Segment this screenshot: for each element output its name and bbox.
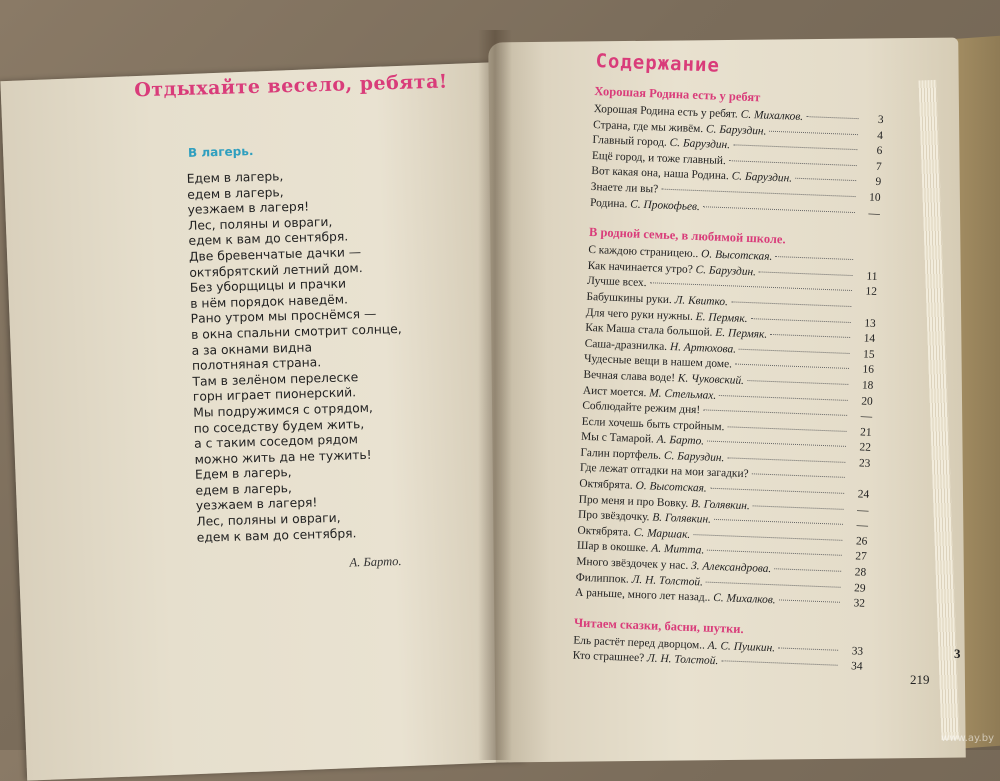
toc-entry-text: Октябрята. bbox=[579, 477, 633, 492]
toc-entry-text: А раньше, много лет назад.. bbox=[574, 586, 711, 605]
toc-entry-author: Л. Н. Толстой. bbox=[631, 573, 704, 589]
poem-line: октябрятский летний дом. bbox=[189, 260, 363, 280]
poem-line: Едем в лагерь, bbox=[194, 465, 292, 483]
toc-leader-dots bbox=[703, 206, 855, 213]
poem-line: едем к вам до сентября. bbox=[196, 525, 357, 545]
toc-entry-text: Как начинается утро? bbox=[587, 259, 694, 276]
toc-leader-dots bbox=[721, 661, 837, 666]
toc-entry-text: Хорошая Родина есть у ребят. bbox=[593, 102, 739, 121]
toc-entry-author: В. Голявкин. bbox=[652, 511, 712, 527]
poem-line: уезжаем в лагеря! bbox=[187, 199, 310, 218]
toc-entry-text: Для чего руки нужны. bbox=[585, 306, 694, 323]
toc-entry-page: 16 bbox=[862, 363, 875, 377]
toc-leader-dots bbox=[703, 409, 847, 416]
toc-entry-author: Е. Пермяк. bbox=[715, 326, 768, 341]
toc-entry-page: 6 bbox=[876, 145, 883, 158]
toc-entry-text: С каждою страницею.. bbox=[588, 244, 699, 261]
toc-entry-page: 20 bbox=[861, 394, 873, 408]
poem-line: горн играет пионерский. bbox=[192, 385, 357, 405]
toc-leader-dots bbox=[707, 550, 842, 556]
toc-entry-page bbox=[856, 263, 878, 264]
toc-entry-text: Ещё город, и тоже главный. bbox=[591, 149, 727, 167]
toc-leader-dots bbox=[729, 160, 857, 166]
toc-entry-page: 24 bbox=[857, 488, 870, 501]
toc-entry-text: Как Маша стала большой. bbox=[585, 321, 713, 339]
poem-line: Лес, поляны и овраги, bbox=[196, 510, 341, 529]
poem-line: Без уборщицы и прачки bbox=[189, 276, 347, 296]
toc-entry-page: 28 bbox=[854, 566, 867, 579]
toc-leader-dots bbox=[727, 426, 846, 432]
toc-leader-dots bbox=[753, 505, 844, 509]
toc-entry-author: С. Баруздин. bbox=[663, 449, 725, 465]
poem-line: а с таким соседом рядом bbox=[193, 432, 359, 451]
toc-entry-page: 29 bbox=[853, 581, 866, 595]
toc-leader-dots bbox=[661, 189, 855, 197]
toc-entry-text: Вот какая она, наша Родина. bbox=[591, 165, 730, 183]
toc-entry-text: Главный город. bbox=[592, 134, 668, 149]
toc-entry-author: С. Михалков. bbox=[740, 108, 804, 123]
toc-leader-dots bbox=[778, 647, 838, 650]
toc-entry-page: 14 bbox=[863, 332, 876, 346]
table-of-contents bbox=[572, 50, 885, 676]
toc-title: Содержание bbox=[595, 50, 721, 77]
toc-entry-author: С. Баруздин. bbox=[669, 137, 731, 152]
toc-entry-text: Где лежат отгадки на мои загадки? bbox=[579, 462, 749, 481]
next-page-number: 219 bbox=[910, 672, 930, 687]
toc-entry-page: 15 bbox=[862, 348, 875, 361]
toc-entry-text: Аист моется. bbox=[582, 384, 647, 399]
toc-leader-dots bbox=[751, 318, 851, 323]
toc-entry-author: В. Голявкин. bbox=[690, 497, 751, 512]
toc-entry-author: С. Маршак. bbox=[633, 526, 691, 541]
poem-line: Лес, поляны и овраги, bbox=[187, 214, 333, 233]
toc-entry-author: Е. Пермяк. bbox=[695, 310, 748, 325]
toc-entry-text: Соблюдайте режим дня! bbox=[582, 399, 701, 417]
toc-leader-dots bbox=[775, 256, 853, 260]
toc-entry-page: 10 bbox=[868, 191, 881, 204]
poem-line: Едем в лагерь, bbox=[186, 169, 284, 186]
toc-entry-text: Бабушкины руки. bbox=[586, 290, 673, 307]
poem-line: Две бревенчатые дачки — bbox=[188, 245, 362, 264]
poem-line: Там в зелёном перелеске bbox=[192, 369, 359, 389]
toc-entry-text: Лучше всех. bbox=[586, 275, 647, 290]
toc-leader-dots bbox=[759, 271, 853, 276]
poem-author: А. Барто. bbox=[349, 554, 402, 570]
toc-leader-dots bbox=[707, 441, 846, 447]
toc-entry-author: С. Михалков. bbox=[713, 592, 776, 607]
left-section-title: Отдыхайте весело, ребята! bbox=[133, 70, 448, 102]
toc-leader-dots bbox=[769, 130, 858, 134]
toc-entry-page: 26 bbox=[855, 535, 868, 548]
toc-entry-page: 33 bbox=[851, 645, 864, 658]
toc-entry-page: 18 bbox=[861, 379, 874, 392]
toc-entry-page: 13 bbox=[864, 317, 876, 330]
toc-entry-page: — bbox=[856, 504, 869, 517]
poem-line: Рано утром мы проснёмся — bbox=[190, 307, 377, 327]
toc-entry-page: 7 bbox=[875, 160, 882, 173]
poem-line: а за окнами видна bbox=[191, 339, 313, 358]
toc-entry-text: Галин портфель. bbox=[580, 446, 662, 462]
toc-entry-text: Филиппок. bbox=[575, 571, 630, 586]
toc-entry-text: Мы с Тамарой. bbox=[580, 431, 655, 446]
book-gutter bbox=[478, 30, 512, 760]
toc-entry-page: 23 bbox=[858, 457, 871, 470]
poem-line: едем в лагерь, bbox=[195, 480, 293, 498]
toc-leader-dots bbox=[727, 457, 845, 463]
toc-entry-author: Л. Н. Толстой. bbox=[646, 652, 719, 668]
toc-entry-author: М. Стельмах. bbox=[649, 386, 717, 402]
poem-title: В лагерь. bbox=[187, 144, 254, 160]
toc-entry-text: Октябрята. bbox=[577, 524, 632, 539]
toc-entry-author: Л. Квитко. bbox=[674, 294, 729, 309]
toc-entry-author: С. Прокофьев. bbox=[630, 197, 701, 213]
toc-entry-author: А. С. Пушкин. bbox=[707, 639, 776, 655]
toc-entry-text: Чудесные вещи в нашем доме. bbox=[583, 353, 733, 371]
toc-entry-author: С. Баруздин. bbox=[731, 170, 793, 185]
toc-entry-text: Про звёздочку. bbox=[577, 508, 650, 524]
toc-leader-dots bbox=[731, 301, 851, 307]
toc-leader-dots bbox=[719, 394, 848, 400]
toc-leader-dots bbox=[747, 380, 848, 385]
toc-entry-author: С. Баруздин. bbox=[705, 122, 767, 138]
toc-entry-text: Шар в окошке. bbox=[576, 540, 649, 555]
toc-leader-dots bbox=[714, 519, 843, 525]
poem-line: можно жить да не тужить! bbox=[194, 447, 372, 467]
poem-line: уезжаем в лагеря! bbox=[195, 495, 318, 514]
poem-line: полотняная страна. bbox=[191, 355, 322, 373]
toc-entry-text: Саша-дразнилка. bbox=[584, 337, 668, 353]
poem-line: по соседству будем жить, bbox=[193, 416, 365, 436]
toc-entry-page: 12 bbox=[865, 285, 878, 299]
toc-entry-page: 4 bbox=[876, 129, 884, 142]
toc-leader-dots bbox=[774, 568, 841, 572]
toc-entry-author: О. Высотская. bbox=[700, 248, 773, 264]
toc-leader-dots bbox=[770, 334, 850, 338]
toc-entry-text: Знаете ли вы? bbox=[590, 180, 659, 196]
toc-entry-page bbox=[854, 310, 876, 311]
page-number: 3 bbox=[954, 646, 961, 661]
toc-leader-dots bbox=[752, 474, 845, 479]
toc-entry-text: Много звёздочек у нас. bbox=[576, 555, 689, 572]
toc-leader-dots bbox=[795, 178, 856, 181]
toc-entry-page: — bbox=[868, 207, 881, 220]
toc-entry-page: 9 bbox=[875, 176, 882, 189]
toc-leader-dots bbox=[650, 283, 852, 292]
toc-leader-dots bbox=[693, 534, 842, 541]
toc-entry-page: 34 bbox=[850, 660, 863, 674]
toc-leader-dots bbox=[735, 364, 849, 369]
toc-entry-author: С. Баруздин. bbox=[695, 263, 757, 279]
toc-leader-dots bbox=[779, 600, 840, 603]
toc-entry-author: К. Чуковский. bbox=[677, 372, 745, 387]
toc-leader-dots bbox=[739, 348, 850, 353]
toc-section-title: Читаем сказки, басни, шутки. bbox=[573, 615, 744, 636]
toc-entry-page: 22 bbox=[859, 441, 872, 455]
left-page-content bbox=[110, 70, 484, 577]
toc-leader-dots bbox=[733, 145, 857, 151]
toc-entry-page: 11 bbox=[866, 270, 878, 283]
toc-leader-dots bbox=[706, 581, 841, 587]
toc-entry-page: — bbox=[860, 410, 873, 423]
poem-body bbox=[187, 164, 483, 546]
poem-line: в нём порядок наведём. bbox=[190, 292, 349, 311]
toc-entry-author: А. Барто. bbox=[656, 433, 705, 448]
toc-entry-text: Ель растёт перед дворцом.. bbox=[573, 634, 706, 652]
toc-entry-author: О. Высотская. bbox=[635, 479, 708, 495]
poem-line: в окна спальни смотрит солнце, bbox=[190, 321, 402, 342]
poem-line: едем в лагерь, bbox=[187, 184, 284, 202]
poem-line: Мы подружимся с отрядом, bbox=[193, 400, 374, 420]
toc-leader-dots bbox=[710, 488, 844, 494]
toc-entry-page: 21 bbox=[859, 426, 872, 439]
toc-leader-dots bbox=[806, 116, 858, 119]
toc-entry-text: Кто страшнее? bbox=[572, 649, 645, 665]
toc-entry-page bbox=[848, 481, 870, 482]
toc-entry-page: 32 bbox=[853, 597, 866, 610]
toc-entry-text: Вечная слава воде! bbox=[583, 368, 676, 385]
toc-entry-page: — bbox=[856, 519, 869, 533]
watermark: www.ay.by bbox=[941, 733, 994, 744]
toc-entry-author: З. Александрова. bbox=[690, 560, 772, 576]
toc-entry-text: Страна, где мы живём. bbox=[592, 118, 704, 135]
toc-entry-page: 27 bbox=[855, 550, 867, 564]
toc-section-title: В родной семье, в любимой школе. bbox=[588, 225, 786, 247]
toc-entry-author: Н. Артюхова. bbox=[669, 340, 737, 356]
toc-entry-text: Если хочешь быть стройным. bbox=[581, 415, 725, 433]
toc-entry-text: Про меня и про Вовку. bbox=[578, 493, 689, 510]
toc-section-title: Хорошая Родина есть у ребят bbox=[594, 83, 761, 105]
poem-line: едем к вам до сентября. bbox=[188, 229, 349, 249]
toc-entry-text: Родина. bbox=[589, 196, 628, 210]
toc-entry-page: 3 bbox=[877, 113, 884, 127]
toc-entry-author: А. Митта. bbox=[651, 542, 705, 557]
